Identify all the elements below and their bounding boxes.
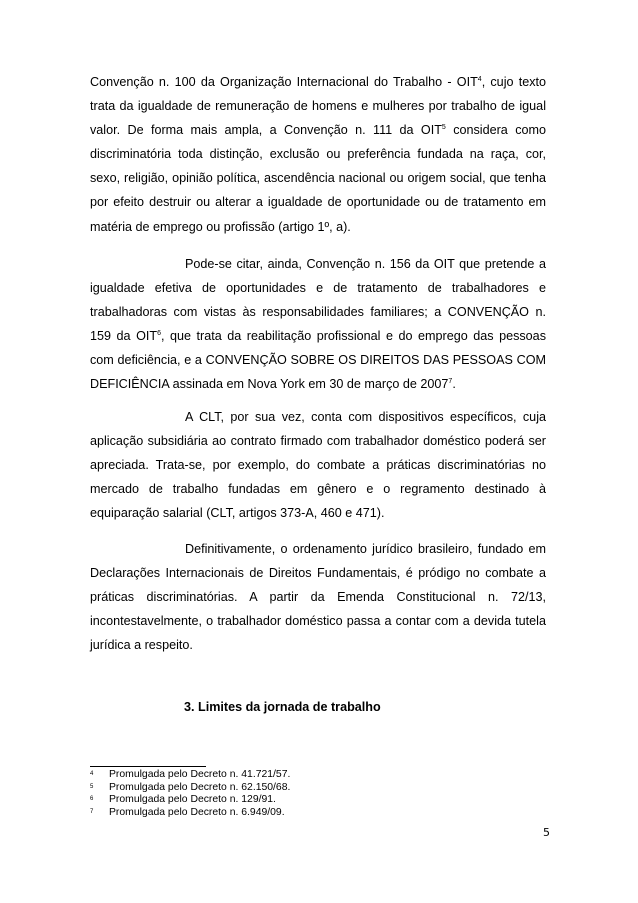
footnote-text: Promulgada pelo Decreto n. 129/91. [109,794,276,806]
footnote-item [90,782,550,795]
paragraph-2 [90,252,546,397]
footnote-ref-7: 7 [448,378,453,386]
footnote-number: 7 [90,808,94,815]
footnotes [90,769,550,819]
paragraph-4: Definitivamente, o ordenamento jurídico brasileiro, fundado em Declarações Internacionais de Direitos Fundamentais, é pródigo no combate a práticas discriminatórias. A partir da Emenda Constitucional n. 72/13, incontestavelmente, o trabalhador doméstico passa a contar com a devida tutela jurídica a respeito. [90,542,546,653]
page-number: 5 [543,826,550,839]
footnote-text: Promulgada pelo Decreto n. 62.150/68. [109,781,291,793]
footnote-text: Promulgada pelo Decreto n. 6.949/09. [109,806,285,818]
paragraph-2-text-a: Pode-se citar, ainda, Convenção n. 156 da OIT que pretende a igualdade efetiva de oportunidades e de tratamento de trabalhadores e trabalhadoras com vistas às responsabilidades familiares; a CONVENÇÃO n. 159 da OIT [90,257,546,344]
paragraph-1 [90,70,546,239]
footnote-number: 5 [90,783,94,790]
footnote-number: 6 [90,796,94,803]
paragraph-3: A CLT, por sua vez, conta com dispositivos específicos, cuja aplicação subsidiária ao contrato firmado com trabalhador doméstico poderá ser apreciada. Trata-se, por exemplo, do combate a práticas discriminatórias no mercado de trabalho fundadas em gênero e o regramento destinado à equiparação salarial (CLT, artigos 373-A, 460 e 471). [90,410,546,521]
section-heading: 3. Limites da jornada de trabalho [184,700,381,714]
footnote-item [90,794,550,807]
footnote-separator [90,766,206,767]
footnote-number: 4 [90,771,94,777]
paragraph-2-text-b: , que trata da reabilitação profissional e do emprego das pessoas com deficiência, e a CONVENÇÃO SOBRE OS DIREITOS DAS PESSOAS COM DEFICIÊNCIA assinada em Nova York em 30 de março de 2007 [90,329,546,392]
footnote-item [90,807,550,820]
footnote-ref-4: 4 [477,75,482,83]
paragraph-1-text-a: Convenção n. 100 da Organização Internacional do Trabalho - OIT [90,75,478,89]
footnote-ref-6: 6 [157,330,161,338]
footnote-item [90,769,550,782]
paragraph-1-text-c: considera como discriminatória toda distinção, exclusão ou preferência fundada na raça, cor, sexo, religião, opinião política, ascendência nacional ou origem social, que tenha por efeito destruir ou alterar a igualdade de oportunidade ou de tratamento em matéria de emprego ou profissão (artigo 1º, a). [90,123,546,234]
footnote-ref-5: 5 [441,124,446,131]
footnote-text: Promulgada pelo Decreto n. 41.721/57. [109,769,291,780]
paragraph-2-text-c: . [452,377,456,392]
paragraph-1-text-b: , cujo texto trata da igualdade de remuneração de homens e mulheres por trabalho de igual valor. De forma mais ampla, a Convenção n. 111 da OIT [90,75,546,138]
